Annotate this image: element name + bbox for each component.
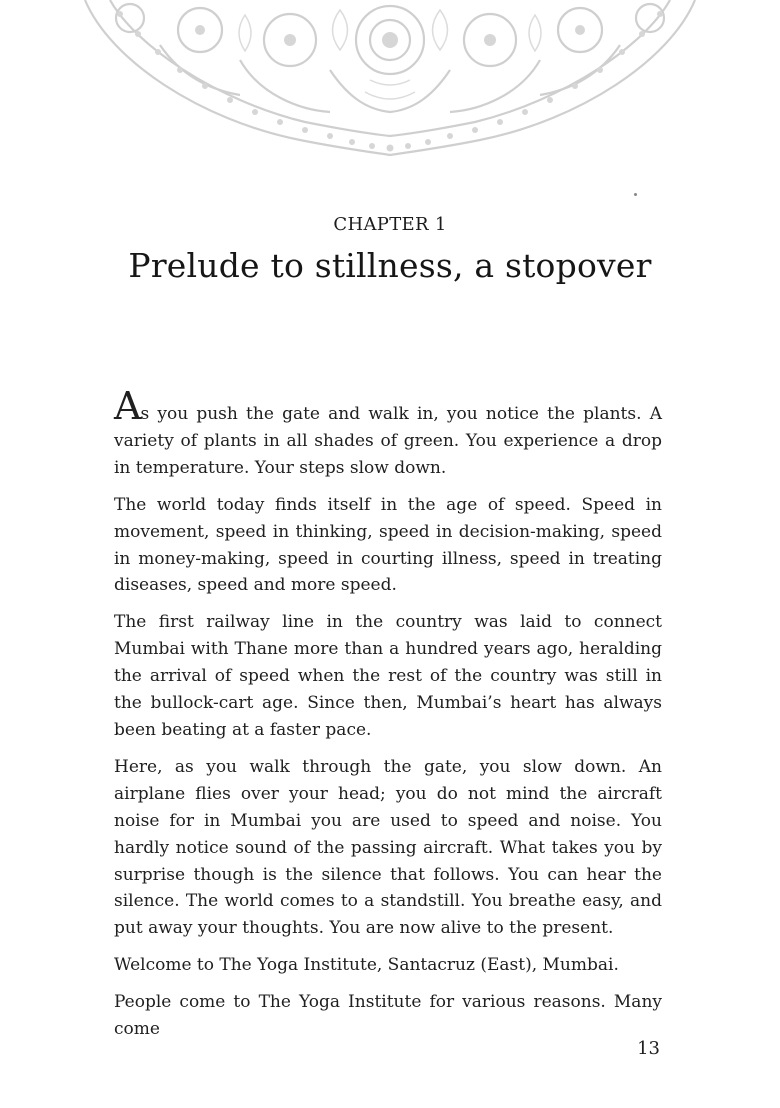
paragraph-3: The first railway line in the country was laid to connect Mumbai with Thane more than a hundred years ago, heralding the arrival of speed when the rest of the country was still in the bullock-cart age. Since then, Mumbai’s heart has always been beating at a faster pace.: [114, 612, 662, 740]
chapter-title: Prelude to stillness, a stopover: [128, 246, 652, 285]
paragraph-1-text: s you push the gate and walk in, you notice the plants. A variety of plants in all shades of green. You experience a drop in temperature. Your steps slow down.: [114, 404, 662, 478]
body-text: [114, 384, 662, 1053]
decorative-mandala-header: [0, 0, 780, 170]
print-speck: [634, 193, 637, 196]
paragraph-4: Here, as you walk through the gate, you slow down. An airplane flies over your head; you do not mind the aircraft noise for in Mumbai you are used to speed and noise. You hardly notice sound of the passing aircraft. What takes you by surprise though is the silence that follows. You can hear the silence. The world comes to a standstill. You breathe easy, and put away your thoughts. You are now alive to the present.: [114, 756, 662, 939]
paragraph-6: People come to The Yoga Institute for various reasons. Many come: [114, 992, 662, 1040]
paragraph-1: [114, 384, 662, 482]
chapter-label: CHAPTER 1: [333, 214, 447, 235]
paragraph-2: The world today finds itself in the age of speed. Speed in movement, speed in thinking, speed in decision-making, speed in money-making, speed in courting illness, speed in treating diseases, speed and more speed.: [114, 494, 662, 596]
page-number: 13: [637, 1038, 660, 1059]
drop-cap: A: [114, 384, 141, 428]
paragraph-5: Welcome to The Yoga Institute, Santacruz (East), Mumbai.: [114, 955, 619, 976]
